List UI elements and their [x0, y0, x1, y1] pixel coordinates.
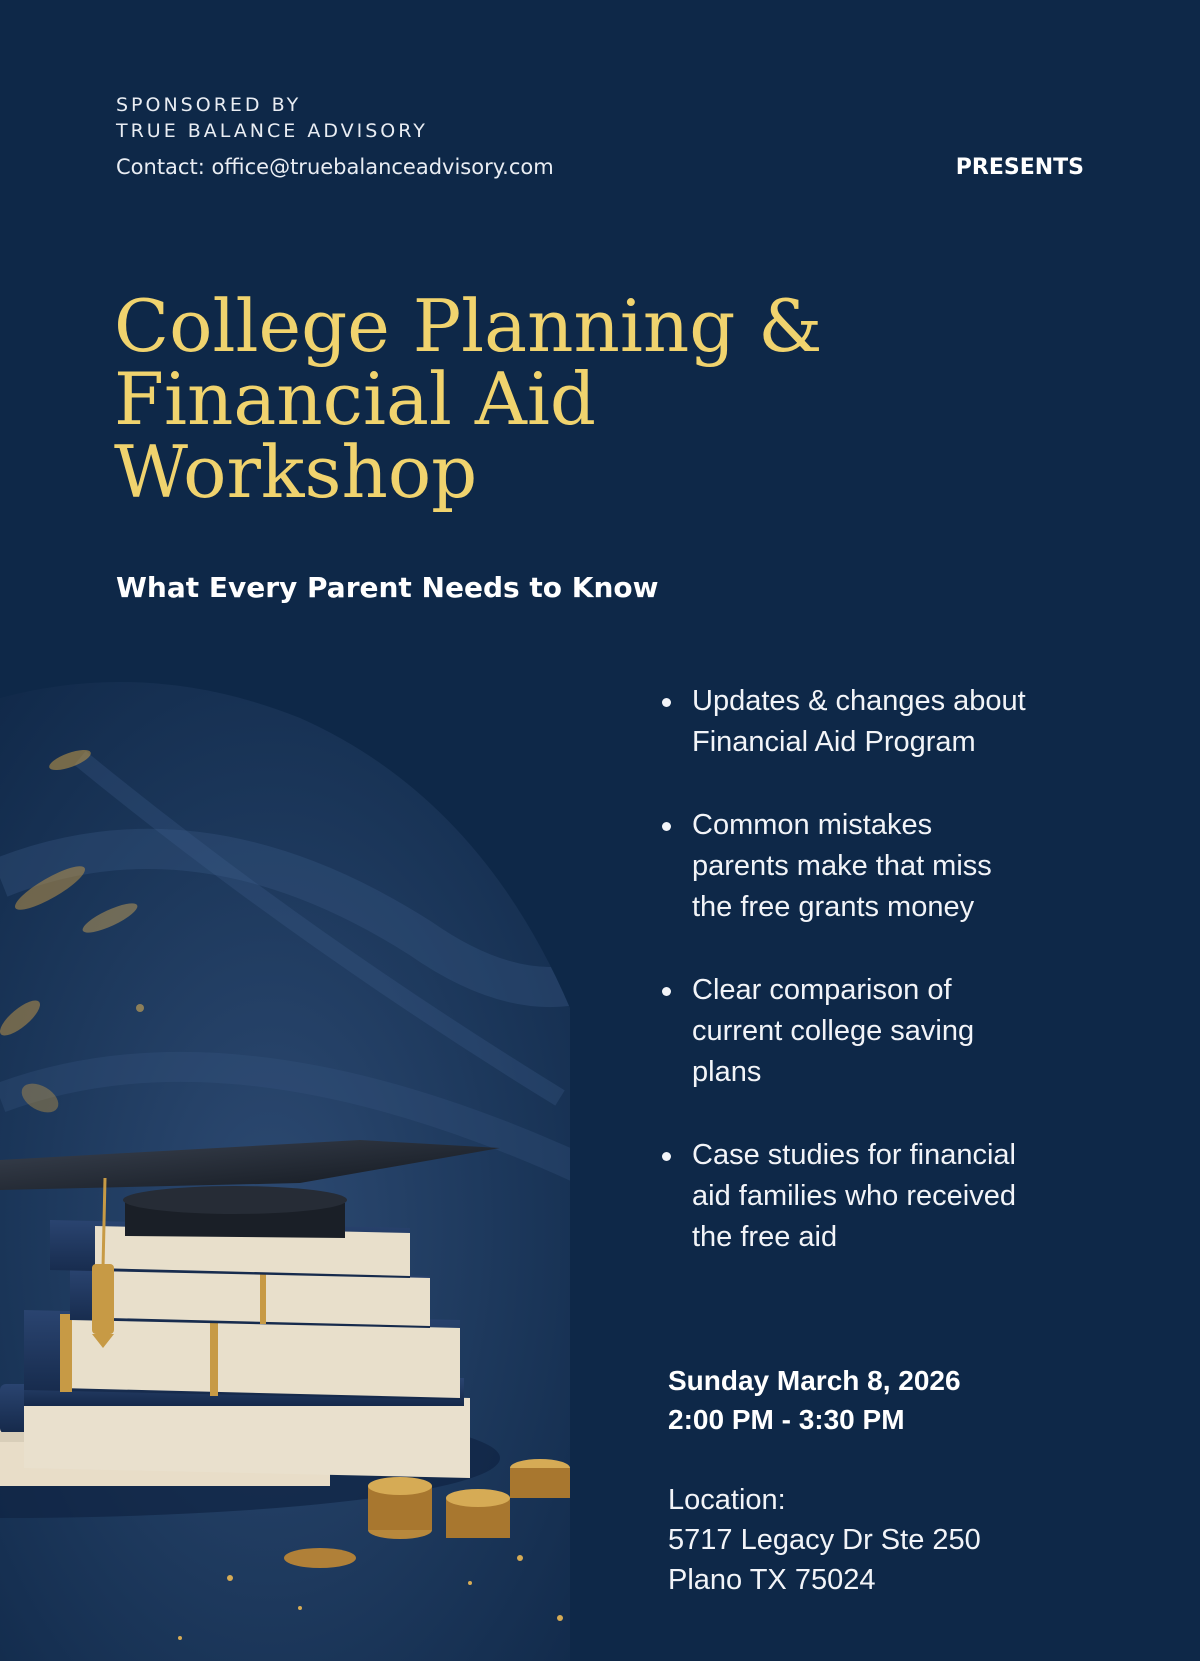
sponsor-label: SPONSORED BY	[116, 94, 302, 116]
title-line: College Planning &	[114, 284, 823, 368]
bullet-line: plans	[692, 1056, 762, 1088]
bullet-line: the free aid	[692, 1221, 838, 1253]
bullet-line: Updates & changes about	[692, 685, 1026, 717]
list-item	[662, 1135, 1132, 1258]
bullet-line: Case studies for financial	[692, 1139, 1016, 1171]
bullet-line: aid families who received	[692, 1180, 1016, 1212]
graduation-cap-books-coins-icon	[0, 678, 600, 1661]
bullet-line: Clear comparison of	[692, 974, 952, 1006]
bullet-icon	[662, 987, 671, 996]
title-line: Workshop	[114, 430, 478, 514]
event-time: 2:00 PM - 3:30 PM	[668, 1404, 905, 1435]
bullet-line: current college saving	[692, 1015, 975, 1047]
address-line: Plano TX 75024	[668, 1564, 876, 1596]
contact-email: Contact: office@truebalanceadvisory.com	[116, 155, 554, 179]
list-item	[662, 805, 1132, 928]
workshop-title	[114, 284, 874, 514]
list-item	[662, 681, 1132, 763]
address-line: 5717 Legacy Dr Ste 250	[668, 1524, 981, 1556]
bullet-line: parents make that miss	[692, 850, 992, 882]
sponsor-name: TRUE BALANCE ADVISORY	[116, 120, 428, 142]
bullet-icon	[662, 698, 671, 707]
event-location	[668, 1480, 981, 1600]
title-line: Financial Aid	[114, 357, 596, 441]
event-date: Sunday March 8, 2026	[668, 1365, 961, 1396]
presents-label: PRESENTS	[955, 155, 1084, 180]
list-item	[662, 970, 1132, 1093]
bullet-icon	[662, 822, 671, 831]
topics-list	[662, 681, 1132, 1300]
bullet-line: Financial Aid Program	[692, 726, 976, 758]
event-datetime	[668, 1361, 961, 1439]
location-label: Location:	[668, 1484, 786, 1516]
bullet-line: Common mistakes	[692, 809, 933, 841]
sponsor-block	[116, 92, 428, 144]
bullet-icon	[662, 1152, 671, 1161]
bullet-line: the free grants money	[692, 891, 975, 923]
subtitle: What Every Parent Needs to Know	[116, 571, 659, 604]
